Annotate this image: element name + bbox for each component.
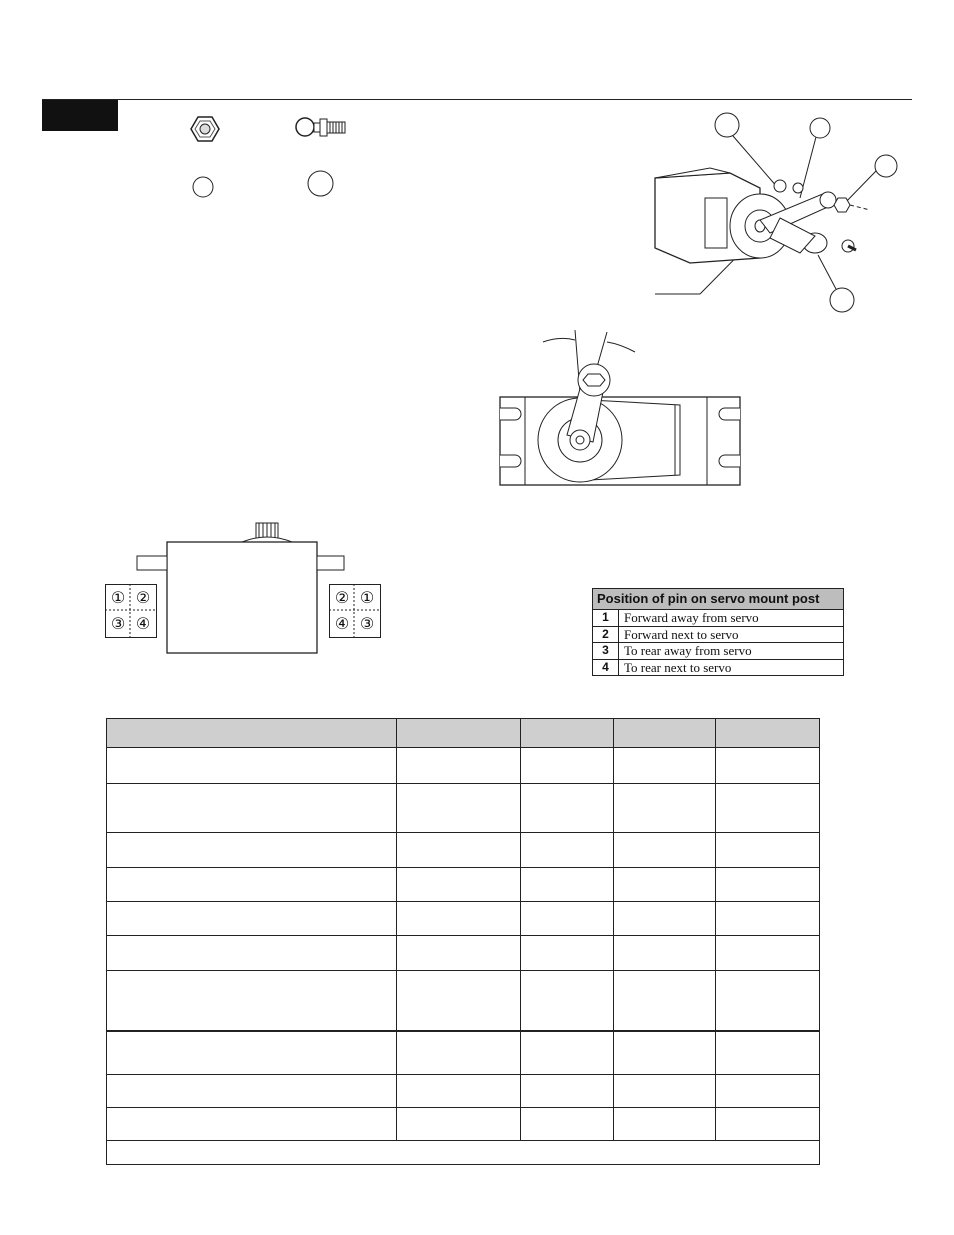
pin-number: ④ xyxy=(334,614,350,633)
row-divider xyxy=(107,832,819,833)
servo-assembly-illustration xyxy=(650,108,900,313)
section-tab xyxy=(42,100,118,131)
header-rule xyxy=(42,99,912,100)
pin-number: ④ xyxy=(135,614,151,633)
row-divider xyxy=(107,970,819,971)
legend-text: Forward away from servo xyxy=(624,610,759,625)
pin-position-legend xyxy=(592,588,844,676)
legend-number: 2 xyxy=(593,627,619,643)
legend-text: To rear away from servo xyxy=(624,643,752,658)
legend-number: 1 xyxy=(593,610,619,626)
pin-box-dividers xyxy=(105,584,385,638)
pin-number: ① xyxy=(110,588,126,607)
row-divider xyxy=(107,783,819,784)
row-divider xyxy=(107,867,819,868)
pin-number: ② xyxy=(334,588,350,607)
row-divider xyxy=(107,1074,819,1075)
row-divider xyxy=(107,935,819,936)
row-divider xyxy=(107,1030,819,1032)
legend-number: 3 xyxy=(593,643,619,659)
pin-number: ② xyxy=(135,588,151,607)
legend-title: Position of pin on servo mount post xyxy=(593,589,843,610)
legend-row xyxy=(593,610,843,627)
servo-top-view-illustration xyxy=(495,330,745,490)
legend-row xyxy=(593,627,843,644)
hex-nut-icon xyxy=(190,115,220,143)
row-divider xyxy=(107,901,819,902)
callout-circle xyxy=(307,170,334,197)
pin-number: ③ xyxy=(359,614,375,633)
row-divider xyxy=(107,1107,819,1108)
row-divider xyxy=(107,1140,819,1141)
legend-row xyxy=(593,643,843,660)
callout-circle xyxy=(192,176,214,198)
pin-number: ③ xyxy=(110,614,126,633)
settings-table xyxy=(106,718,820,1165)
table-header-row xyxy=(107,719,819,748)
legend-number: 4 xyxy=(593,660,619,676)
legend-text: To rear next to servo xyxy=(624,659,732,675)
legend-row xyxy=(593,660,843,676)
ball-stud-icon xyxy=(295,115,349,141)
legend-text: Forward next to servo xyxy=(624,626,739,642)
pin-number: ① xyxy=(359,588,375,607)
